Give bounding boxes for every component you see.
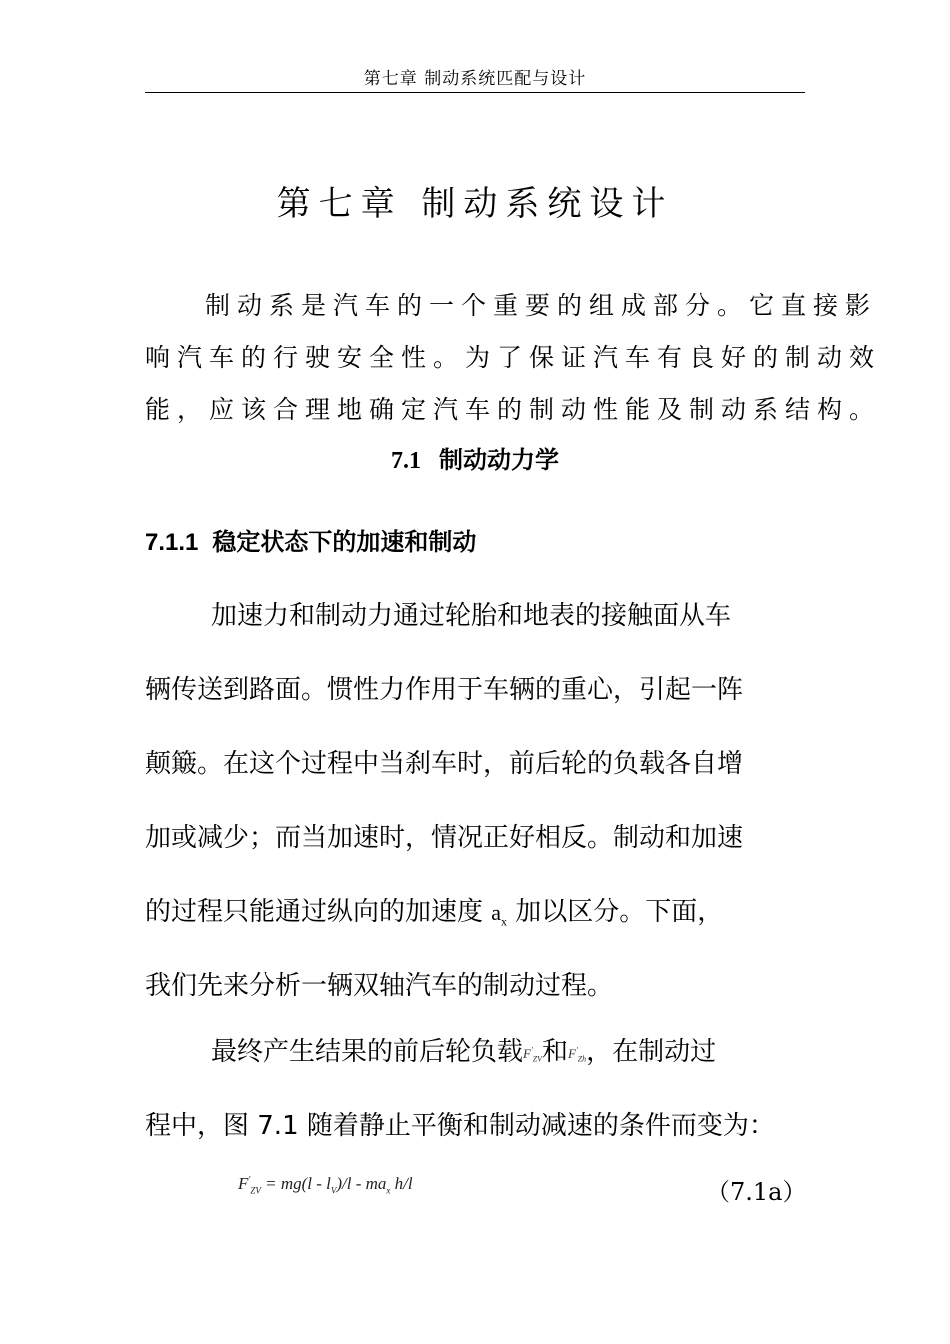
body-text: 和 [542, 1037, 569, 1067]
body-line: 颠簸。在这个过程中当刹车时，前后轮的负载各自增 [145, 749, 744, 779]
section-title: 制动动力学 [439, 446, 559, 474]
body-line: 加或减少；而当加速时，情况正好相反。制动和加速 [145, 823, 744, 853]
accel-symbol: $a_x$ [491, 900, 508, 929]
subsection-heading [145, 522, 476, 557]
body-line: 辆传送到路面。惯性力作用于车辆的重心，引起一阵 [145, 675, 744, 705]
header-divider [145, 92, 805, 93]
body-text: ，在制动过 [586, 1037, 717, 1067]
body-line [145, 892, 805, 941]
section-number: 7.1 [391, 448, 421, 474]
intro-line: 制动系是汽车的一个重要的组成部分。它直接影 [205, 291, 878, 320]
chapter-title: 第七章 制动系统设计 [276, 184, 674, 224]
equation-7-1a: $F'_{ZV} = mg(l - l_V)/l - ma_x$ h/l [238, 1174, 413, 1196]
intro-line: 响汽车的行驶安全性。为了保证汽车有良好的制动效 [145, 343, 882, 372]
body-text: 最终产生结果的前后轮负载 [211, 1037, 524, 1067]
intro-paragraph [145, 280, 882, 436]
running-header: 第七章 制动系统匹配与设计 [363, 69, 587, 89]
body-text: 的过程只能通过纵向的加速度 [145, 897, 492, 927]
equation-number: （7.1a） [706, 1178, 807, 1206]
body-text: 加以区分。下面， [507, 897, 724, 927]
section-heading [145, 440, 805, 475]
body-line: 我们先来分析一辆双轴汽车的制动过程。 [145, 971, 614, 1001]
intro-line: 能，应该合理地确定汽车的制动性能及制动系结构。 [145, 395, 882, 424]
front-load-symbol: $F'_{ZV}$ [523, 1045, 543, 1064]
body-line: 加速力和制动力通过轮胎和地表的接触面从车 [211, 601, 732, 631]
subsection-title: 稳定状态下的加速和制动 [212, 528, 477, 556]
rear-load-symbol: $F'_{Zh}$ [568, 1045, 587, 1064]
subsection-number: 7.1.1 [145, 529, 199, 556]
body-line: 程中，图 7.1 随着静止平衡和制动减速的条件而变为： [145, 1111, 775, 1141]
body-line [145, 1032, 871, 1082]
